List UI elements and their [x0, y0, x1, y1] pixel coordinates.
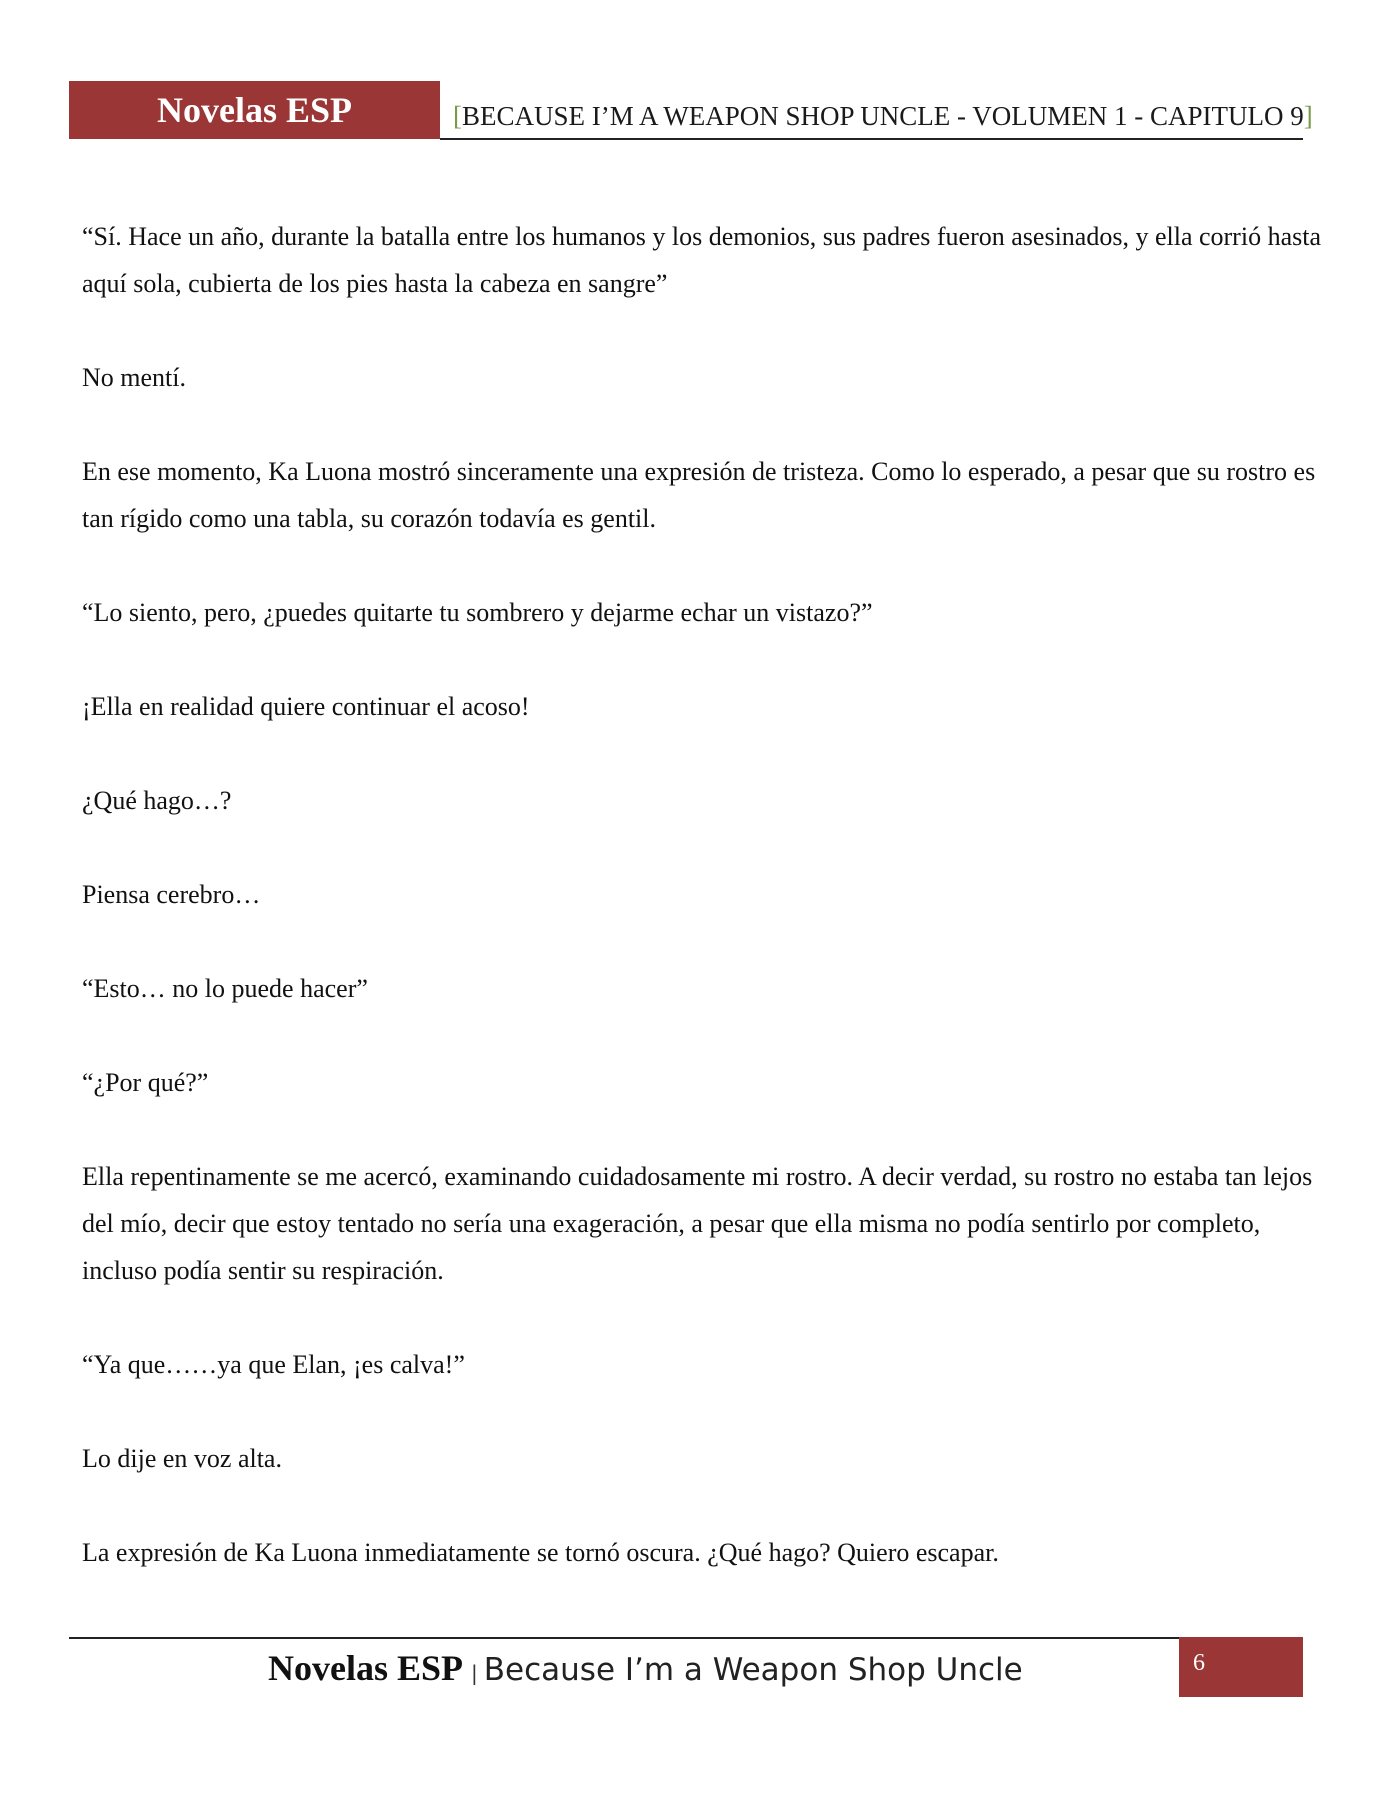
footer-subtitle: Because I’m a Weapon Shop Uncle — [483, 1652, 1023, 1688]
footer-divider — [69, 1637, 1303, 1639]
paragraph: En ese momento, Ka Luona mostró sinceramente una expresión de tristeza. Como lo esperado, a pesar que su rostro es tan rígido como una tabla, su corazón todavía es gentil. — [82, 457, 1316, 533]
footer-separator: | — [471, 1661, 478, 1685]
paragraph: Piensa cerebro… — [82, 880, 261, 909]
paragraph: ¡Ella en realidad quiere continuar el acoso! — [82, 692, 530, 721]
paragraph: “Ya que……ya que Elan, ¡es calva!” — [82, 1350, 465, 1379]
paragraph: “¿Por qué?” — [82, 1068, 209, 1097]
paragraph: La expresión de Ka Luona inmediatamente se tornó oscura. ¿Qué hago? Quiero escapar. — [82, 1538, 999, 1567]
header-bracket-open: [ — [453, 101, 462, 131]
page-header — [69, 81, 1313, 139]
paragraph: No mentí. — [82, 363, 186, 392]
paragraph: “Sí. Hace un año, durante la batalla entre los humanos y los demonios, sus padres fueron asesinados, y ella corrió hasta aquí sola, cubierta de los pies hasta la cabeza en sangre” — [82, 222, 1321, 298]
header-title — [453, 81, 1313, 139]
paragraph: “Esto… no lo puede hacer” — [82, 974, 368, 1003]
paragraph: Ella repentinamente se me acercó, examinando cuidadosamente mi rostro. A decir verdad, su rostro no estaba tan lejos del mío, decir que estoy tentado no sería una exageración, a pesar que ella misma no podía sentirlo por completo, incluso podía sentir su respiración. — [82, 1162, 1313, 1285]
paragraph: ¿Qué hago…? — [82, 786, 232, 815]
page-footer — [268, 1643, 1023, 1693]
header-brand: Novelas ESP — [69, 81, 440, 139]
footer-brand: Novelas ESP — [268, 1648, 464, 1688]
paragraph: “Lo siento, pero, ¿puedes quitarte tu sombrero y dejarme echar un vistazo?” — [82, 598, 873, 627]
header-title-text: BECAUSE I’M A WEAPON SHOP UNCLE - VOLUMEN 1 - CAPITULO 9 — [462, 101, 1304, 131]
header-divider — [440, 138, 1303, 140]
page-number: 6 — [1193, 1650, 1205, 1676]
page-number-box — [1179, 1637, 1303, 1697]
paragraph: Lo dije en voz alta. — [82, 1444, 282, 1473]
page-body — [82, 213, 1322, 1623]
header-bracket-close: ] — [1303, 101, 1313, 131]
